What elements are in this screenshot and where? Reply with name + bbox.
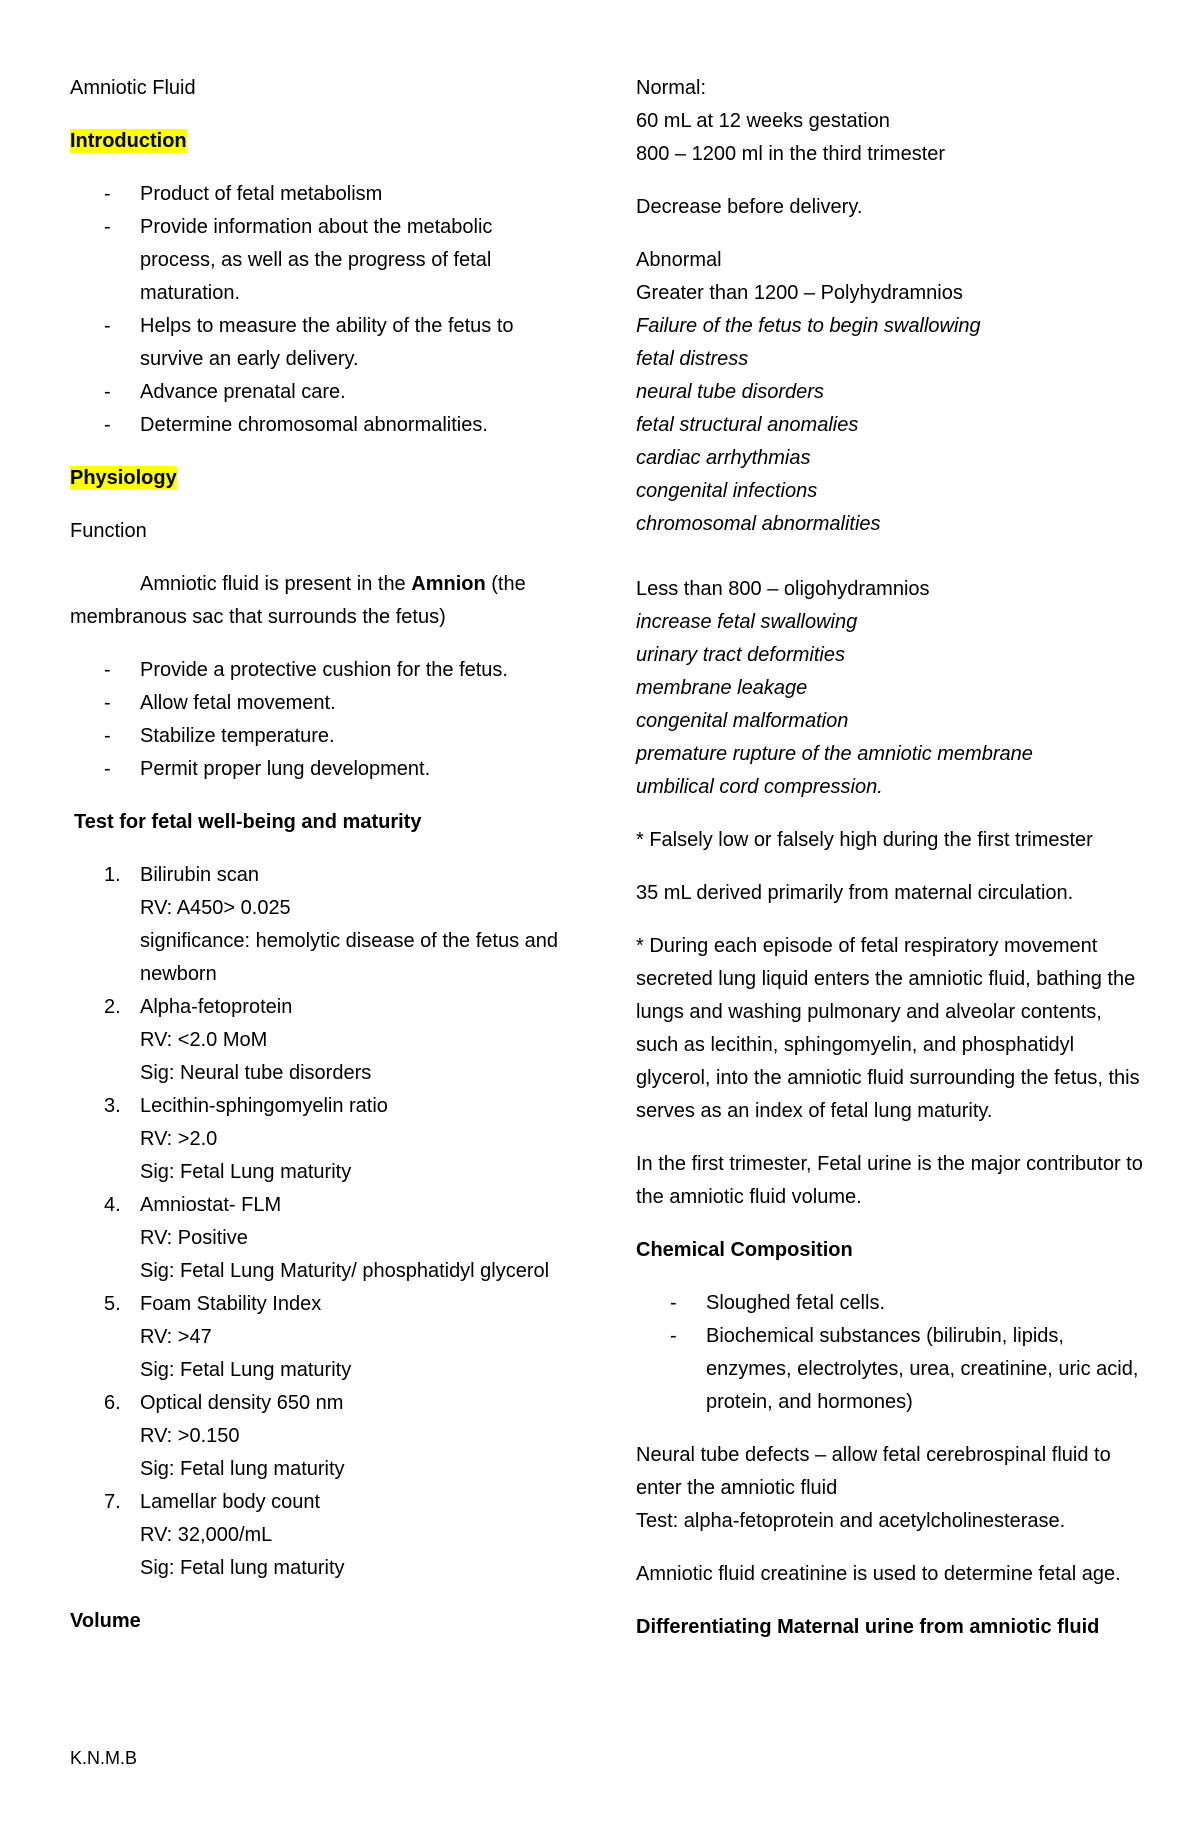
test-item: 4. Amniostat- FLM RV: Positive Sig: Fetal Lung Maturity/ phosphatidyl glycerol — [104, 1194, 550, 1282]
polyhydramnios-causes — [636, 310, 1146, 541]
list-item: fetal distress — [636, 348, 749, 370]
list-item: chromosomal abnormalities — [636, 513, 881, 535]
list-item: neural tube disorders — [636, 381, 824, 403]
test-item: 1. Bilirubin scan RV: A450> 0.025 significance: hemolytic disease of the fetus and newborn — [104, 864, 559, 985]
list-item: - Helps to measure the ability of the fetus to survive an early delivery. — [104, 315, 514, 370]
list-item: urinary tract deformities — [636, 644, 845, 666]
volume-heading: Volume — [70, 1610, 141, 1632]
list-item: - Determine chromosomal abnormalities. — [104, 414, 488, 436]
tests-list — [70, 859, 570, 1585]
list-item: Failure of the fetus to begin swallowing — [636, 315, 981, 337]
chemical-list — [636, 1287, 1146, 1419]
function-list — [70, 654, 570, 786]
list-item: membrane leakage — [636, 677, 808, 699]
footer-initials: K.N.M.B — [70, 1748, 138, 1768]
test-item: 6. Optical density 650 nm RV: >0.150 Sig: Fetal lung maturity — [104, 1392, 345, 1480]
list-item: increase fetal swallowing — [636, 611, 858, 633]
chemical-composition-heading: Chemical Composition — [636, 1239, 853, 1261]
list-item: - Provide information about the metabolic process, as well as the progress of fetal maturation. — [104, 216, 493, 304]
list-item: congenital malformation — [636, 710, 849, 732]
amnion-paragraph: Amniotic fluid is present in the Amnion (the membranous sac that surrounds the fetus) — [70, 573, 526, 628]
physiology-heading: Physiology — [70, 467, 177, 489]
decrease-note: Decrease before delivery. — [636, 196, 863, 218]
list-item: - Advance prenatal care. — [104, 381, 346, 403]
doc-title: Amniotic Fluid — [70, 77, 196, 99]
right-column — [636, 72, 1146, 1644]
differentiating-heading: Differentiating Maternal urine from amniotic fluid — [636, 1616, 1100, 1638]
list-item: - Allow fetal movement. — [104, 692, 336, 714]
list-item: - Biochemical substances (bilirubin, lipids, enzymes, electrolytes, urea, creatinine, uric acid, protein, and hormones) — [670, 1325, 1139, 1413]
falsely-note: * Falsely low or falsely high during the first trimester — [636, 829, 1093, 851]
list-item: umbilical cord compression. — [636, 776, 883, 798]
maternal-circulation-note: 35 mL derived primarily from maternal circulation. — [636, 882, 1074, 904]
tests-heading: Test for fetal well-being and maturity — [74, 811, 422, 833]
oligohydramnios-heading: Less than 800 – oligohydramnios — [636, 578, 930, 600]
respiratory-note: * During each episode of fetal respiratory movement secreted lung liquid enters the amniotic fluid, bathing the lungs and washing pulmonary and alveolar contents, such as lecithin, sphingomyelin, and phosphatidyl glycerol, into the amniotic fluid surrounding the fetus, this serves as an index of fetal lung maturity. — [636, 935, 1140, 1122]
list-item: - Provide a protective cushion for the fetus. — [104, 659, 508, 681]
list-item: fetal structural anomalies — [636, 414, 859, 436]
introduction-heading: Introduction — [70, 130, 187, 152]
polyhydramnios-heading: Greater than 1200 – Polyhydramnios — [636, 282, 963, 304]
list-item: - Stabilize temperature. — [104, 725, 335, 747]
list-item: congenital infections — [636, 480, 818, 502]
intro-list — [70, 178, 570, 442]
fetal-urine-paragraph: In the first trimester, Fetal urine is the major contributor to the amniotic fluid volume. — [636, 1153, 1143, 1208]
test-item: 3. Lecithin-sphingomyelin ratio RV: >2.0 Sig: Fetal Lung maturity — [104, 1095, 388, 1183]
function-label: Function — [70, 520, 147, 542]
test-item: 7. Lamellar body count RV: 32,000/mL Sig: Fetal lung maturity — [104, 1491, 345, 1579]
test-item: 2. Alpha-fetoprotein RV: <2.0 MoM Sig: Neural tube disorders — [104, 996, 372, 1084]
list-item: - Product of fetal metabolism — [104, 183, 383, 205]
creatinine-paragraph: Amniotic fluid creatinine is used to determine fetal age. — [636, 1563, 1121, 1585]
neural-tube-paragraph: Neural tube defects – allow fetal cerebrospinal fluid to enter the amniotic fluid — [636, 1444, 1111, 1499]
list-item: cardiac arrhythmias — [636, 447, 811, 469]
list-item: premature rupture of the amniotic membrane — [636, 743, 1033, 765]
neural-tube-test: Test: alpha-fetoprotein and acetylcholinesterase. — [636, 1510, 1066, 1532]
normal-volume-12wk: 60 mL at 12 weeks gestation — [636, 110, 890, 132]
oligohydramnios-causes — [636, 606, 1146, 804]
normal-label: Normal: — [636, 77, 707, 99]
normal-volume-third: 800 – 1200 ml in the third trimester — [636, 143, 946, 165]
left-column — [70, 72, 570, 1638]
list-item: - Sloughed fetal cells. — [670, 1292, 886, 1314]
test-item: 5. Foam Stability Index RV: >47 Sig: Fetal Lung maturity — [104, 1293, 352, 1381]
list-item: - Permit proper lung development. — [104, 758, 431, 780]
abnormal-label: Abnormal — [636, 249, 722, 271]
